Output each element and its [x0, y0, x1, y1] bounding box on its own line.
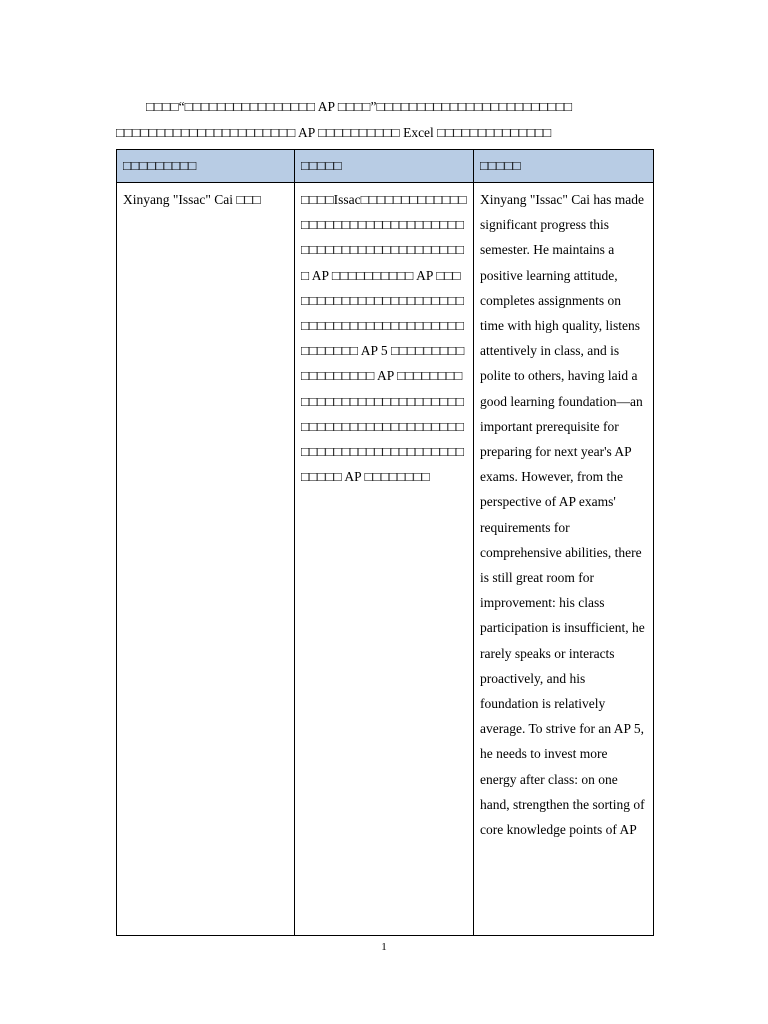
chinese-comment-cell: □□□□Issac□□□□□□□□□□□□□□□□□□□□□□□□□□□□□□□□□□□□□□□□□□□□□□□□□□□□□□ AP □□□□□□□□□□ AP □□□□□□□□□□□□□□□□□□□□□□□□□□□□□□□□□□□□□□□□□□□□□□□□□□ AP 5 □□□□□□□□□□□□□□□□□□ AP □□□□□□□□□□□□□□□□□□□□□□□□□□□□□□□□□□□□□□□□□□□□□□□□□□□□□□□□□□□□□□□□□□□□□□□□□ AP □□□□□□□□: [295, 183, 474, 936]
intro-paragraph: [116, 94, 656, 146]
header-english-comment: □□□□□: [474, 150, 654, 183]
intro-line-2: □□□□□□□□□□□□□□□□□□□□□□ AP □□□□□□□□□□ Excel □□□□□□□□□□□□□□: [116, 125, 552, 140]
comments-table: [116, 149, 654, 936]
student-name-cell: Xinyang "Issac" Cai □□□: [117, 183, 295, 936]
header-chinese-comment: □□□□□: [295, 150, 474, 183]
english-comment-cell: Xinyang "Issac" Cai has made significant progress this semester. He maintains a positive learning attitude, completes assignments on time with high quality, listens attentively in class, and is polite to others, having laid a good learning foundation—an important prerequisite for preparing for next year's AP exams. However, from the perspective of AP exams' requirements for comprehensive abilities, there is still great room for improvement: his class participation is insufficient, he rarely speaks or interacts proactively, and his foundation is relatively average. To strive for an AP 5, he needs to invest more energy after class: on one hand, strengthen the sorting of core knowledge points of AP: [474, 183, 654, 936]
header-student-name: □□□□□□□□□: [117, 150, 295, 183]
table-row: [117, 183, 654, 936]
table-header-row: [117, 150, 654, 183]
intro-line-1: □□□□“□□□□□□□□□□□□□□□□ AP □□□□”□□□□□□□□□□□□□□□□□□□□□□□□: [146, 99, 573, 114]
page-number: 1: [381, 941, 387, 953]
